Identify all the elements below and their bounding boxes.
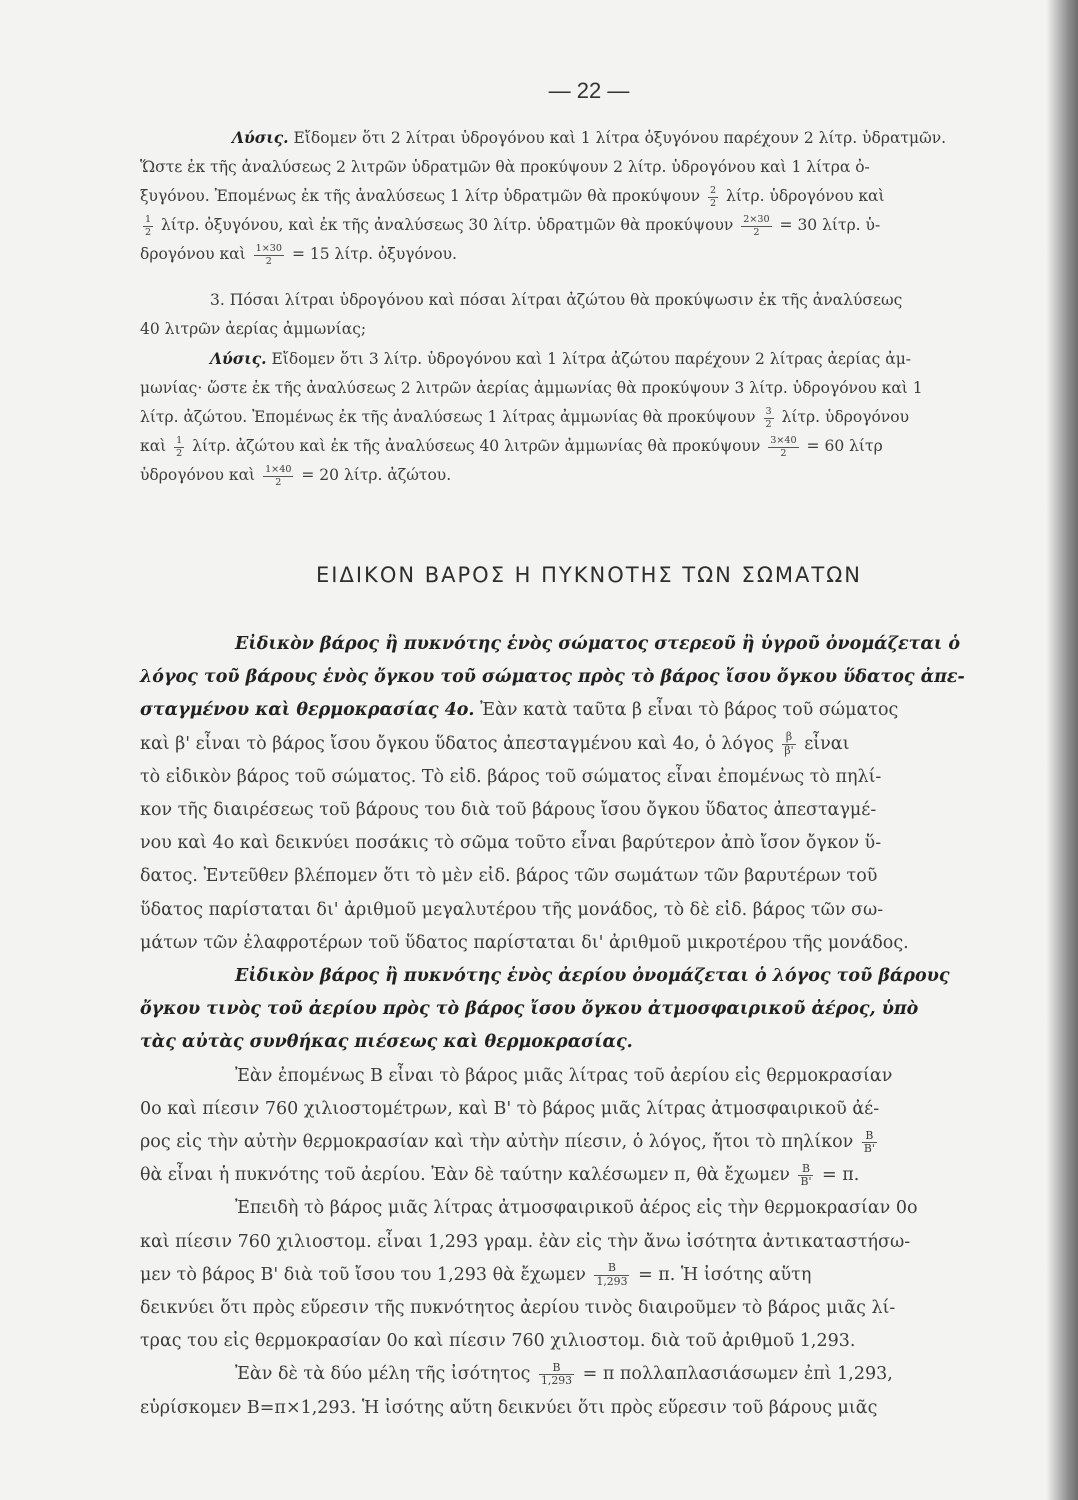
solution-label: Λύσις. (232, 128, 289, 147)
fraction: $\frac{1\times 30}{2}$ (255, 243, 283, 267)
fraction: $\frac{1}{2}$ (145, 214, 152, 238)
definition-paragraph: Εἰδικὸν βάρος ἢ πυκνότης ἑνὸς σώματος στερεοῦ ἢ ὑγροῦ ὀνομάζεται ὁ λόγος τοῦ βάρους ἑνὸς ὄγκου τοῦ σώματος πρὸς τὸ βάρος ἴσου ὄγκου ὕδατος ἀπε- σταγμένου καὶ θερμοκρασίας 4ο. Ἐὰν κατὰ ταῦτα β εἶναι τὸ βάρος τοῦ σώματος καὶ β' εἶναι τὸ βάρος ἴσου ὄγκου ὕδατος ἀπεσταγμένου καὶ 4ο, ὁ λόγος $\frac{\beta}{\beta'}$ εἶναι τὸ εἰδικὸν βάρος τοῦ σώματος. Τὸ εἰδ. βάρος τοῦ σώματος εἶναι ἐπομένως τὸ πηλί- κον τῆς διαιρέσεως τοῦ βάρους του διὰ τοῦ βάρους ἴσου ὄγκου ὕδατος ἀπεσταγμέ- νου καὶ 4ο καὶ δεικνύει ποσάκις τὸ σῶμα τοῦτο εἶναι βαρύτερον ἀπὸ ἴσον ὄγκον ὕ- δατος. Ἐντεῦθεν βλέπομεν ὅτι τὸ μὲν εἰδ. βάρος τῶν σωμάτων τῶν βαρυτέρων τοῦ ὕδατος παρίσταται δι' ἀριθμοῦ μεγαλυτέρου τῆς μονάδος, τὸ δὲ εἰδ. βάρος τῶν σω- μάτων τῶν ἐλαφροτέρων τοῦ ὕδατος παρίσταται δι' ἀριθμοῦ μικροτέρου τῆς μονάδος. Εἰδικὸν βάρος ἢ πυκνότης ἑνὸς ἀερίου ὀνομάζεται ὁ λόγος τοῦ βάρους ὄγκου τινὸς τοῦ ἀερίου πρὸς τὸ βάρος ἴσου ὄγκου ἀτμοσφαιρικοῦ ἀέρος, ὑπὸ τὰς αὐτὰς συνθήκας πιέσεως καὶ θερμοκρασίας. Ἐὰν ἐπομένως B εἶναι τὸ βάρος μιᾶς λίτρας τοῦ ἀερίου εἰς θερμοκρασίαν 0ο καὶ πίεσιν 760 χιλιοστομέτρων, καὶ B' τὸ βάρος μιᾶς λίτρας ἀτμοσφαιρικοῦ ἀέ- ρος εἰς τὴν αὐτὴν θερμοκρασίαν καὶ τὴν αὐτὴν πίεσιν, ὁ λόγος, ἤτοι τὸ πηλίκον $\frac{B}{B'}$ θὰ εἶναι ἡ πυκνότης τοῦ ἀερίου. Ἐὰν δὲ ταύτην καλέσωμεν π, θὰ ἔχωμεν $\frac{B}{B'}$ = π. Ἐπειδὴ τὸ βάρος μιᾶς λίτρας ἀτμοσφαιρικοῦ ἀέρος εἰς τὴν θερμοκρασίαν 0ο καὶ πίεσιν 760 χιλιοστομ. εἶναι 1,293 γραμ. ἐὰν εἰς τὴν ἄνω ἰσότητα ἀντικαταστήσω- μεν τὸ βάρος B' διὰ τοῦ ἴσου του 1,293 θὰ ἔχωμεν $\frac{B}{1,293}$ = π. Ἡ ἰσότης αὕτη δεικνύει ὅτι πρὸς εὕρεσιν τῆς πυκνότητος ἀερίου τινὸς διαιροῦμεν τὸ βάρος μιᾶς λί- τρας του εἰς θερμοκρασίαν 0ο καὶ πίεσιν 760 χιλιοστομ. διὰ τοῦ ἀριθμοῦ 1,293. Ἐὰν δὲ τὰ δύο μέλη τῆς ἰσότητος $\frac{B}{1,293}$ = π πολλαπλασιάσωμεν ἐπὶ 1,293, εὑρίσκομεν B=π×1,293. Ἡ ἰσότης αὕτη δεικνύει ὅτι πρὸς εὕρεσιν τοῦ βάρους μιᾶς (140, 634, 965, 1418)
fraction: $\frac{\beta}{\beta'}$ (784, 730, 794, 757)
problem-2-solution: Λύσις. Εἴδομεν ὅτι 2 λίτραι ὑδρογόνου καὶ 1 λίτρα ὀξυγόνου παρέχουν 2 λίτρ. ὑδρατμῶν. Ὥστε ἐκ τῆς ἀναλύσεως 2 λιτρῶν ὑδρατμῶν θὰ προκύψουν 2 λίτρ. ὑδρογόνου καὶ 1 λίτρα ὀ- ξυγόνου. Ἐπομένως ἐκ τῆς ἀναλύσεως 1 λίτρ ὑδρατμῶν θὰ προκύψουν $\frac{2}{2}$ λίτρ. ὑδρογόνου καὶ $\frac{1}{2}$ λίτρ. ὀξυγόνου, καὶ ἐκ τῆς ἀναλύσεως 30 λίτρ. ὑδρατμῶν θὰ προκύψουν $\frac{2\times 30}{2}$ = 30 λίτρ. ὑ- δρογόνου καὶ $\frac{1\times 30}{2}$ = 15 λίτρ. ὀξυγόνου. (140, 128, 947, 267)
fraction: $\frac{B}{1,293}$ (596, 1261, 628, 1288)
fraction: $\frac{3}{2}$ (765, 406, 772, 430)
fraction: $\frac{1\times 40}{2}$ (265, 464, 292, 488)
page-number: — 22 — (548, 78, 630, 103)
solution-label: Λύσις. (210, 349, 267, 368)
fraction: $\frac{2\times 30}{2}$ (743, 214, 770, 238)
problem-3-question: 3. Πόσαι λίτραι ὑδρογόνου καὶ πόσαι λίτραι ἀζώτου θὰ προκύψωσιν ἐκ τῆς ἀναλύσεως (210, 291, 903, 309)
fraction: $\frac{3\times 40}{2}$ (770, 435, 797, 459)
fraction: $\frac{B}{1,293}$ (541, 1361, 573, 1388)
page-edge-shadow (1046, 0, 1078, 1500)
problem-3: 3. Πόσαι λίτραι ὑδρογόνου καὶ πόσαι λίτραι ἀζώτου θὰ προκύψωσιν ἐκ τῆς ἀναλύσεως 40 λιτρῶν ἀερίας ἀμμωνίας; Λύσις. Εἴδομεν ὅτι 3 λίτρ. ὑδρογόνου καὶ 1 λίτρα ἀζώτου παρέχουν 2 λίτρας ἀερίας ἀμ- μωνίας· ὥστε ἐκ τῆς ἀναλύσεως 2 λιτρῶν ἀερίας ἀμμωνίας θὰ προκύψουν 3 λίτρ. ὑδρογόνου καὶ 1 λίτρ. ἀζώτου. Ἐπομένως ἐκ τῆς ἀναλύσεως 1 λίτρας ἀμμωνίας θὰ προκύψουν $\frac{3}{2}$ λίτρ. ὑδρογόνου καὶ $\frac{1}{2}$ λίτρ. ἀζώτου καὶ ἐκ τῆς ἀναλύσεως 40 λιτρῶν ἀμμωνίας θὰ προκύψουν $\frac{3\times 40}{2}$ = 60 λίτρ ὑδρογόνου καὶ $\frac{1\times 40}{2}$ = 20 λίτρ. ἀζώτου. (140, 286, 1045, 490)
fraction: $\frac{1}{2}$ (176, 435, 183, 459)
fraction: $\frac{B}{B'}$ (863, 1128, 875, 1156)
fraction: $\frac{B}{B'}$ (800, 1161, 812, 1189)
section-title: ΕΙΔΙΚΟΝ ΒΑΡΟΣ Η ΠΥΚΝΟΤΗΣ ΤΩΝ ΣΩΜΑΤΩΝ (316, 563, 862, 587)
fraction: $\frac{2}{2}$ (709, 185, 717, 209)
